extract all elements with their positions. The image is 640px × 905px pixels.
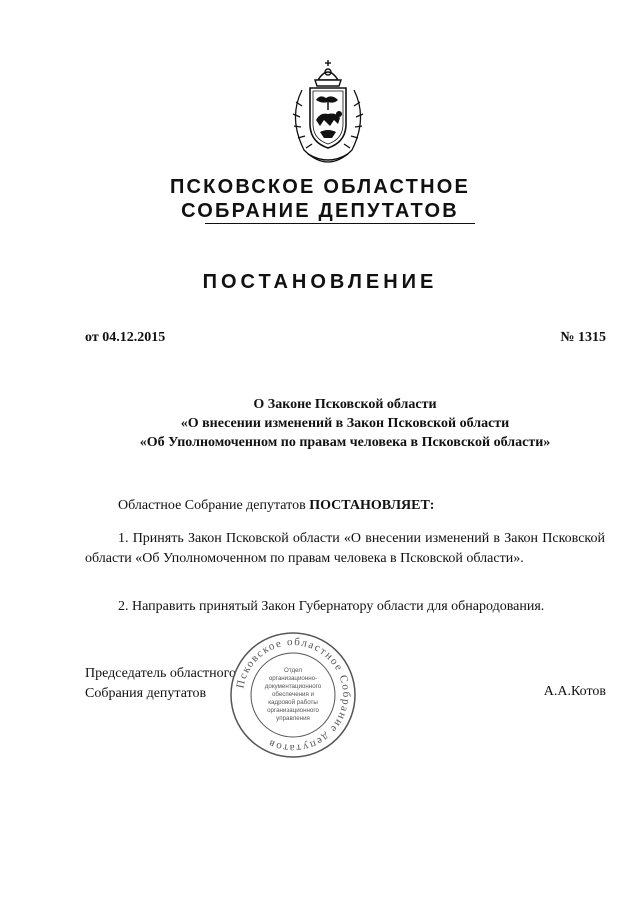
preamble — [118, 496, 434, 516]
subject-line3: «Об Уполномоченном по правам человека в Псковской области» — [139, 435, 551, 450]
preamble-text: Областное Собрание депутатов — [118, 498, 310, 513]
svg-text:Псковское областное Собрание д: Псковское областное Собрание депутатов — [234, 635, 353, 755]
organization-name-line2: СОБРАНИЕ ДЕПУТАТОВ — [181, 200, 459, 222]
signatory-name: А.А.Котов — [543, 684, 606, 699]
svg-text:Отдел: Отдел — [284, 667, 302, 674]
preamble-resolves: ПОСТАНОВЛЯЕТ: — [309, 498, 435, 513]
svg-text:организационного: организационного — [267, 707, 319, 714]
svg-text:кадровой работы: кадровой работы — [268, 699, 318, 706]
signatory-title — [85, 664, 236, 704]
document-date: от 04.12.2015 — [85, 330, 166, 345]
svg-text:документационного: документационного — [264, 683, 322, 690]
signatory-title-line2: Собрания депутатов — [85, 686, 207, 701]
resolution-item-2: 2. Направить принятый Закон Губернатору области для обнародования. — [118, 599, 545, 614]
svg-text:обеспечения и: обеспечения и — [271, 691, 315, 698]
organization-name-line1: ПСКОВСКОЕ ОБЛАСТНОЕ — [169, 176, 471, 198]
official-stamp — [228, 630, 358, 760]
signatory-title-line1: Председатель областного — [85, 666, 237, 681]
resolution-item-1: 1. Принять Закон Псковской области «О внесении изменений в Закон Псковской области «Об Уполномоченном по правам человека в Псковской области». — [85, 531, 605, 566]
document-type-title: ПОСТАНОВЛЕНИЕ — [202, 271, 438, 293]
subject-line2: «О внесении изменений в Закон Псковской области — [180, 416, 510, 431]
document-number: № 1315 — [560, 330, 606, 345]
subject-line1: О Законе Псковской области — [253, 397, 437, 412]
pskov-coat-of-arms-icon — [282, 58, 374, 168]
document-subject — [90, 395, 600, 452]
svg-text:организационно-: организационно- — [268, 675, 318, 682]
svg-text:управления: управления — [276, 715, 310, 722]
header-divider — [205, 223, 475, 224]
